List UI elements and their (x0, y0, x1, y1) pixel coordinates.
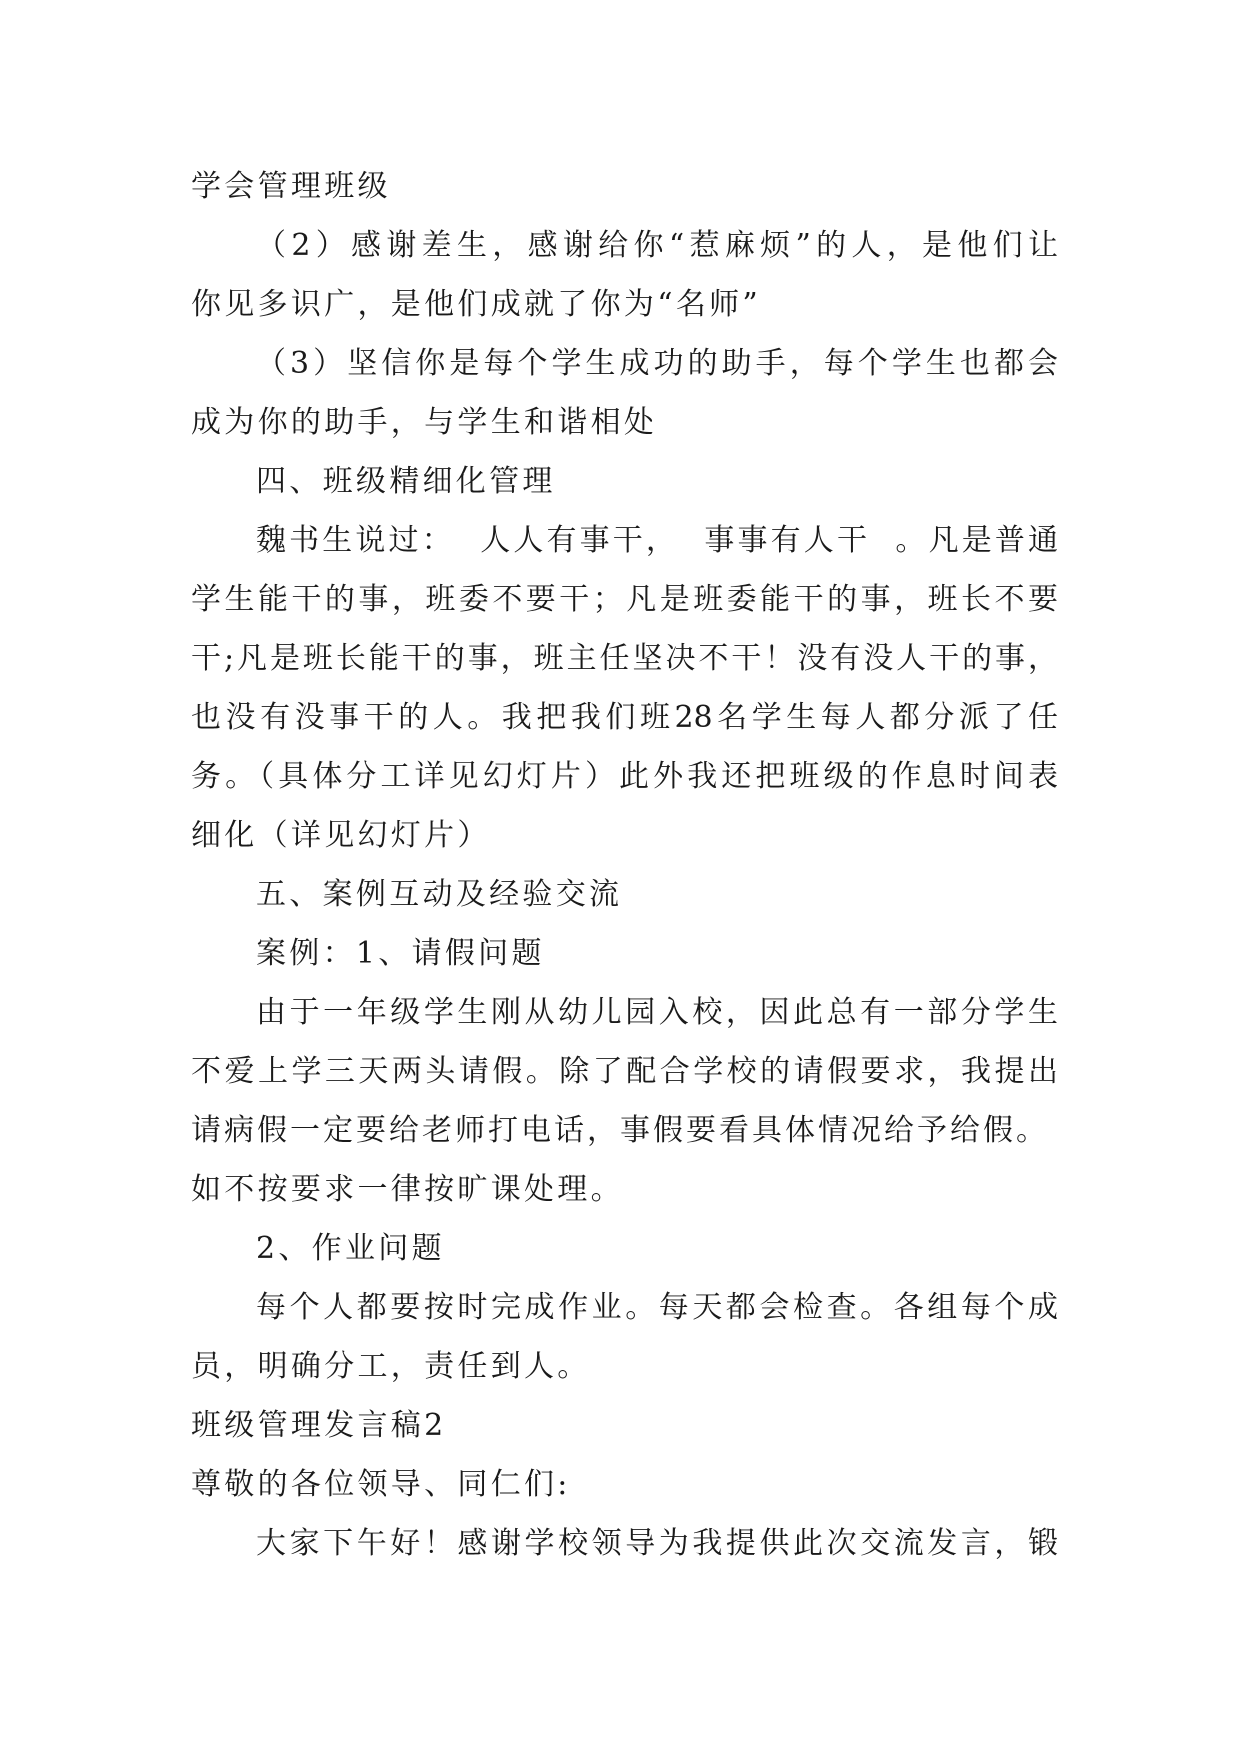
text-line: 务。（具体分工详见幻灯片）此外我还把班级的作息时间表 (191, 759, 1058, 794)
text-line: 如不按要求一律按旷课处理。 (191, 1172, 624, 1207)
text-line: 员，明确分工，责任到人。 (191, 1349, 591, 1384)
text-line: 请病假一定要给老师打电话，事假要看具体情况给予给假。 (191, 1113, 1049, 1148)
text-line: 成为你的助手，与学生和谐相处 (191, 405, 658, 440)
text-line: 你见多识广，是他们成就了你为“名师” (191, 287, 762, 322)
text-line: 不爱上学三天两头请假。除了配合学校的请假要求，我提出 (191, 1054, 1058, 1089)
document-body (191, 157, 1091, 1573)
subsection-heading: 2、作业问题 (256, 1231, 445, 1266)
text-line: 由于一年级学生刚从幼儿园入校，因此总有一部分学生 (256, 995, 1058, 1030)
text-line: 学生能干的事，班委不要干；凡是班委能干的事，班长不要 (191, 582, 1058, 617)
section-heading: 四、班级精细化管理 (256, 464, 556, 499)
text-line: 也没有没事干的人。我把我们班28名学生每人都分派了任 (191, 700, 1058, 735)
text-line: （3）坚信你是每个学生成功的助手，每个学生也都会 (256, 346, 1058, 381)
text-line: 干;凡是班长能干的事，班主任坚决不干！没有没人干的事， (191, 641, 1058, 676)
text-line: 大家下午好！感谢学校领导为我提供此次交流发言，锻 (256, 1526, 1058, 1561)
salutation: 尊敬的各位领导、同仁们: (191, 1467, 571, 1502)
text-line: （2）感谢差生，感谢给你“惹麻烦”的人，是他们让 (256, 228, 1058, 263)
text-line: 魏书生说过： 人人有事干， 事事有人干 。凡是普通 (256, 523, 1058, 558)
text-line: 学会管理班级 (191, 169, 391, 204)
text-line: 每个人都要按时完成作业。每天都会检查。各组每个成 (256, 1290, 1058, 1325)
document-title: 班级管理发言稿2 (191, 1408, 447, 1443)
subsection-heading: 案例：1、请假问题 (256, 936, 545, 971)
section-heading: 五、案例互动及经验交流 (256, 877, 623, 912)
text-line: 细化（详见幻灯片） (191, 818, 491, 853)
